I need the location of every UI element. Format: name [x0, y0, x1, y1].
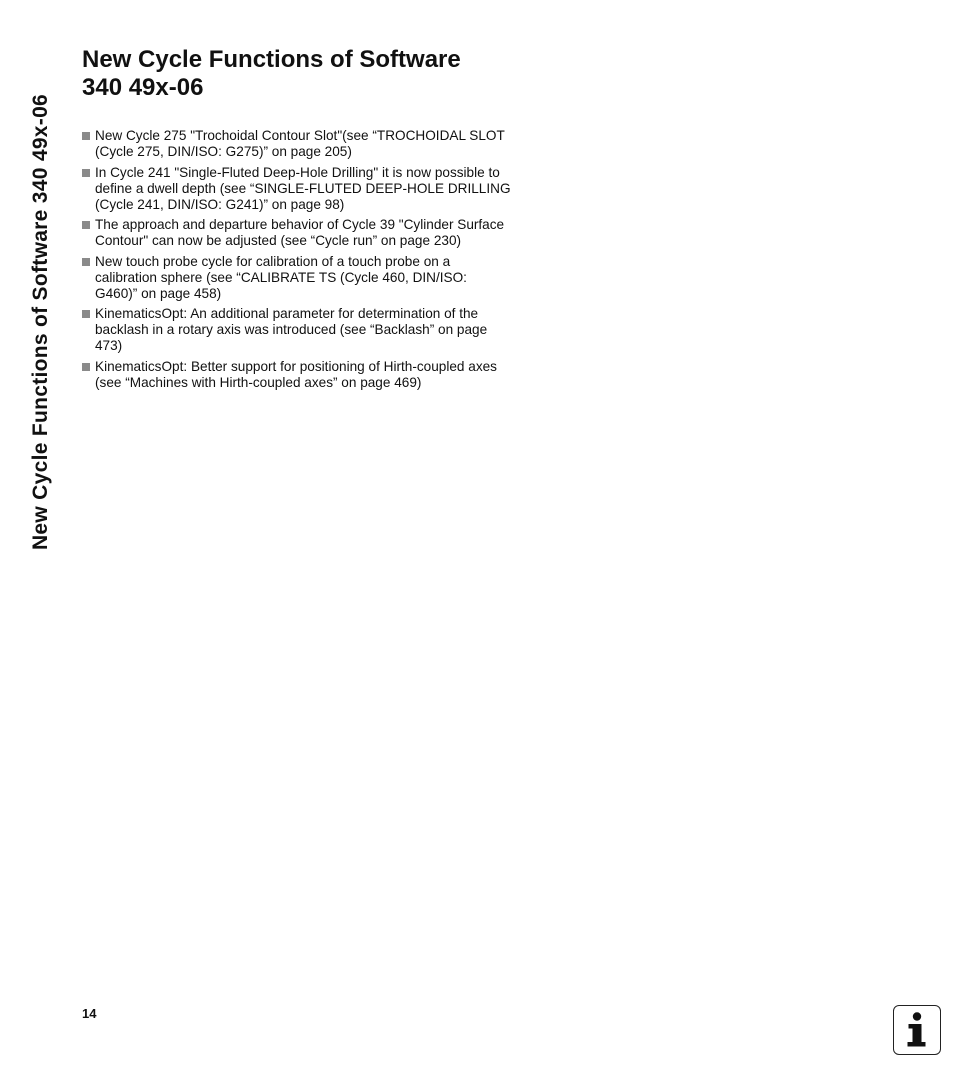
list-item-line: G460)” on page 458) [95, 285, 222, 301]
list-item [82, 306, 527, 354]
feature-list [82, 128, 527, 395]
square-bullet-icon [82, 132, 90, 140]
square-bullet-icon [82, 221, 90, 229]
list-item-line: define a dwell depth (see “SINGLE-FLUTED DEEP-HOLE DRILLING [95, 180, 511, 196]
list-item-line: (Cycle 241, DIN/ISO: G241)” on page 98) [95, 196, 345, 212]
page-title-line-2: 340 49x-06 [82, 74, 204, 101]
page-title [82, 46, 542, 102]
square-bullet-icon [82, 310, 90, 318]
list-item-line: Contour" can now be adjusted (see “Cycle run” on page 230) [95, 233, 462, 248]
page-number: 14 [82, 1006, 97, 1021]
list-item-line: (see “Machines with Hirth-coupled axes” on page 469) [95, 374, 422, 390]
list-item [82, 359, 527, 391]
side-running-title [22, 52, 60, 592]
side-running-title-text: New Cycle Functions of Software 340 49x-06 [29, 93, 52, 551]
info-icon [893, 1005, 941, 1055]
list-item-line: In Cycle 241 "Single-Fluted Deep-Hole Drilling" it is now possible to [95, 164, 500, 180]
list-item-line: 473) [95, 338, 123, 353]
page-title-line-1: New Cycle Functions of Software [82, 46, 461, 73]
list-item [82, 217, 527, 249]
list-item-line: calibration sphere (see “CALIBRATE TS (Cycle 460, DIN/ISO: [95, 269, 467, 285]
list-item [82, 165, 527, 213]
list-item-line: backlash in a rotary axis was introduced (see “Backlash” on page [95, 322, 488, 337]
square-bullet-icon [82, 363, 90, 371]
list-item-line: The approach and departure behavior of Cycle 39 "Cylinder Surface [95, 217, 505, 232]
square-bullet-icon [82, 258, 90, 266]
square-bullet-icon [82, 169, 90, 177]
list-item [82, 128, 527, 160]
list-item-line: New Cycle 275 "Trochoidal Contour Slot"(see “TROCHOIDAL SLOT [95, 128, 505, 143]
list-item-line: KinematicsOpt: An additional parameter for determination of the [95, 306, 479, 321]
list-item-line: KinematicsOpt: Better support for positioning of Hirth-coupled axes [95, 358, 497, 374]
list-item-line: (Cycle 275, DIN/ISO: G275)” on page 205) [95, 144, 352, 159]
list-item [82, 254, 527, 302]
list-item-line: New touch probe cycle for calibration of a touch probe on a [95, 253, 451, 269]
